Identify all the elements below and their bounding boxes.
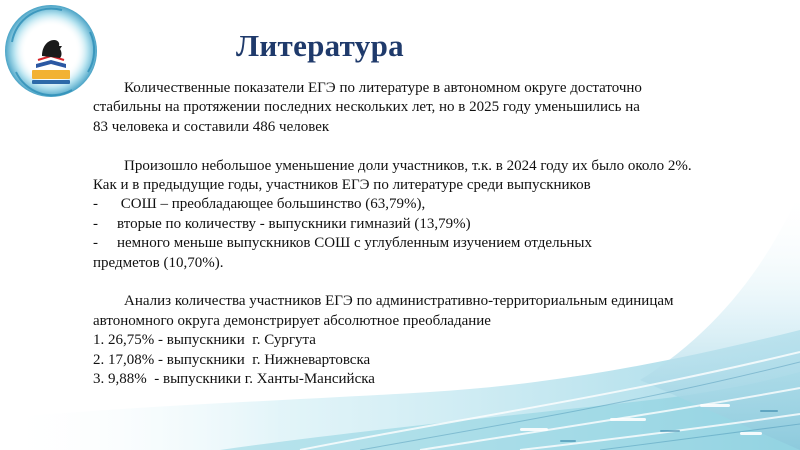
- paragraph-1-line-3: 83 человека и составили 486 человек: [93, 118, 330, 135]
- paragraph-3-line-1: Анализ количества участников ЕГЭ по административно-территориальным единицам: [124, 293, 674, 310]
- paragraph-2-tail: предметов (10,70%).: [93, 254, 224, 271]
- education-logo-icon: [2, 2, 100, 100]
- ranking-item: 1. 26,75% - выпускники г. Сургута: [93, 332, 316, 349]
- list-item: [93, 215, 773, 234]
- spacer: [93, 273, 773, 292]
- list-item-text: немного меньше выпускников СОШ с углубленным изучением отдельных: [117, 235, 593, 252]
- list-item: [93, 195, 773, 214]
- list-dash: -: [93, 235, 98, 252]
- paragraph-1-line-2: стабильны на протяжении последних нескольких лет, но в 2025 году уменьшились на: [93, 99, 640, 116]
- list-dash: -: [93, 215, 98, 232]
- slide-body: [93, 79, 773, 389]
- ranking-item: 2. 17,08% - выпускники г. Нижневартовска: [93, 351, 371, 368]
- page-title: Литература: [236, 28, 404, 63]
- ranking-item: 3. 9,88% - выпускники г. Ханты-Мансийска: [93, 371, 375, 388]
- list-item-text: СОШ – преобладающее большинство (63,79%),: [117, 196, 426, 213]
- list-dash: -: [93, 196, 98, 213]
- logo: [2, 2, 100, 100]
- paragraph-1-line-1: Количественные показатели ЕГЭ по литературе в автономном округе достаточно: [124, 80, 642, 96]
- paragraph-2-line-1: Произошло небольшое уменьшение доли участников, т.к. в 2024 году их было около 2%.: [124, 157, 692, 174]
- paragraph-2-line-2: Как и в предыдущие годы, участников ЕГЭ по литературе среди выпускников: [93, 177, 591, 194]
- list-item-text: вторые по количеству - выпускники гимназий (13,79%): [117, 215, 471, 232]
- spacer: [93, 137, 773, 156]
- paragraph-3-line-2: автономного округа демонстрирует абсолютное преобладание: [93, 312, 491, 329]
- list-item: [93, 234, 773, 253]
